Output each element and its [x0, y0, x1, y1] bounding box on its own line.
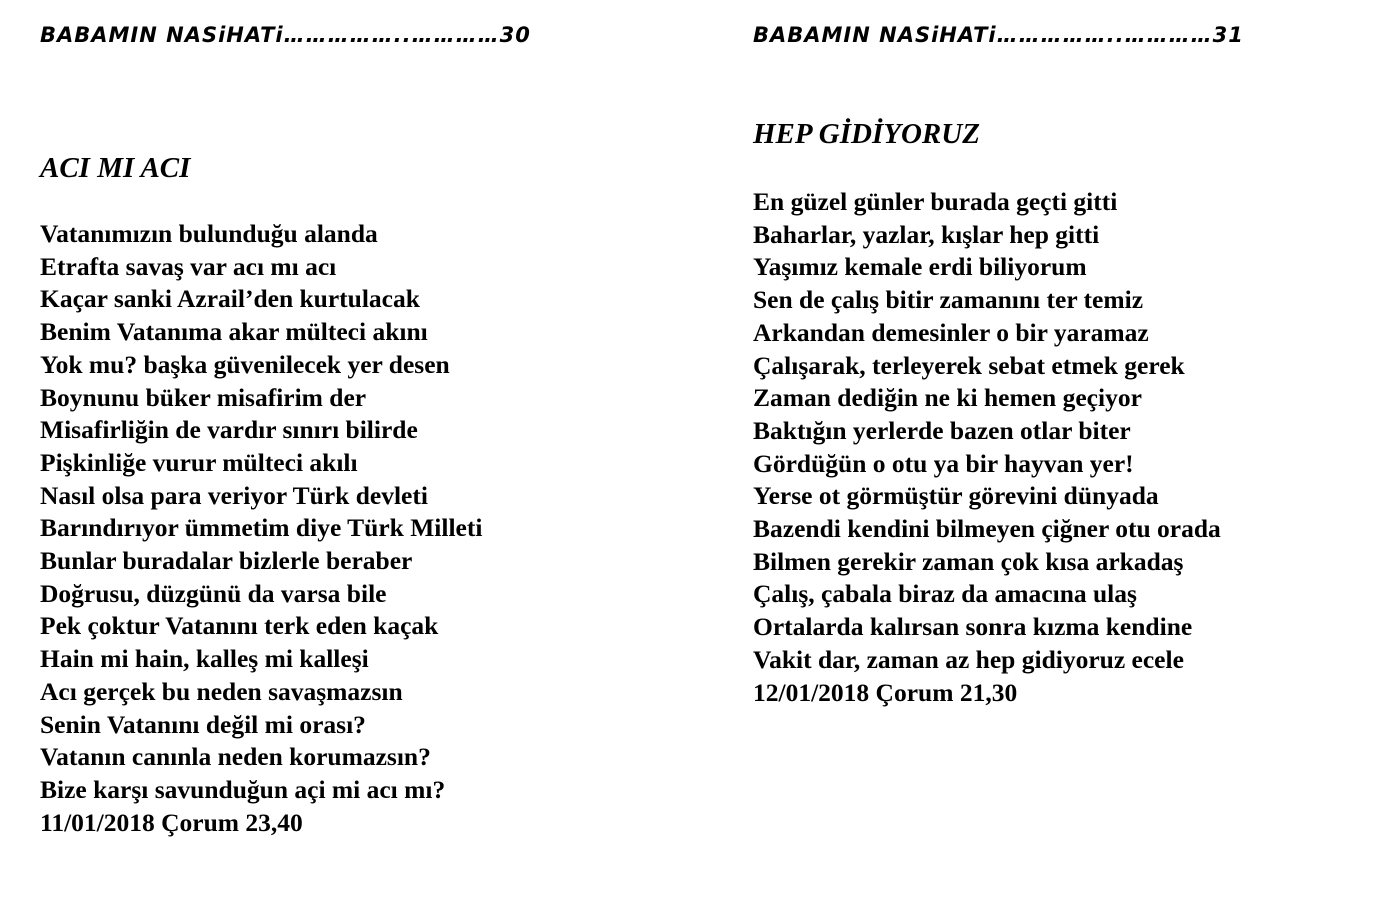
header-leader: ……………..………… — [996, 23, 1213, 47]
poem-line: Vatanın canınla neden korumazsın? — [40, 742, 431, 772]
poem-line: Yerse ot görmüştür görevini dünyada — [753, 481, 1159, 511]
poem-line: Bize karşı savunduğun açi mi acı mı? — [40, 774, 446, 804]
poem-line: Pek çoktur Vatanını terk eden kaçak — [40, 611, 439, 641]
poem-line: Nasıl olsa para veriyor Türk devleti — [40, 480, 428, 510]
poem-line: Benim Vatanıma akar mülteci akını — [40, 317, 428, 347]
book-title: BABAMIN NASiHATi — [753, 23, 997, 47]
right-page — [753, 0, 1384, 902]
poem-line: Misafirliğin de vardır sınırı bilirde — [40, 415, 418, 445]
poem-line: Ortalarda kalırsan sonra kızma kendine — [753, 612, 1193, 642]
poem-date-place: 11/01/2018 Çorum 23,40 — [40, 807, 303, 837]
left-page — [40, 0, 700, 902]
poem-line: Bilmen gerekir zaman çok kısa arkadaş — [753, 546, 1184, 576]
poem-line: Çalış, çabala biraz da amacına ulaş — [753, 579, 1137, 609]
poem-title: ACI MI ACI — [40, 152, 191, 184]
book-title: BABAMIN NASiHATi — [40, 23, 284, 47]
poem-line: Boynunu büker misafirim der — [40, 382, 367, 412]
poem-line: Acı gerçek bu neden savaşmazsın — [40, 676, 403, 706]
running-header — [40, 20, 531, 50]
poem-line: Yok mu? başka güvenilecek yer desen — [40, 349, 450, 379]
poem-line: Kaçar sanki Azrail’den kurtulacak — [40, 284, 420, 314]
poem-line: Barındırıyor ümmetim diye Türk Milleti — [40, 513, 483, 543]
poem-title: HEP GİDİYORUZ — [753, 118, 980, 150]
poem-line: Hain mi hain, kalleş mi kalleşi — [40, 644, 369, 674]
poem-line: Bunlar buradalar bizlerle beraber — [40, 546, 413, 576]
poem-line: Zaman dediğin ne ki hemen geçiyor — [753, 383, 1142, 413]
page-number: 31 — [1212, 23, 1244, 47]
poem-line: Baktığın yerlerde bazen otlar biter — [753, 415, 1131, 445]
poem-line: Sen de çalış bitir zamanını ter temiz — [753, 285, 1144, 315]
running-header — [753, 20, 1244, 50]
poem-line: Arkandan demesinler o bir yaramaz — [753, 317, 1149, 347]
header-leader: ……………..………… — [283, 23, 500, 47]
poem-line: Bazendi kendini bilmeyen çiğner otu orada — [753, 514, 1221, 544]
poem-line: Vatanımızın bulunduğu alanda — [40, 219, 378, 248]
poem-body — [40, 218, 482, 839]
poem-line: En güzel günler burada geçti gitti — [753, 187, 1118, 216]
poem-line: Doğrusu, düzgünü da varsa bile — [40, 578, 387, 608]
poem-line: Çalışarak, terleyerek sebat etmek gerek — [753, 350, 1185, 380]
poem-line: Yaşımız kemale erdi biliyorum — [753, 252, 1087, 282]
page-number: 30 — [499, 23, 531, 47]
poem-line: Vakit dar, zaman az hep gidiyoruz ecele — [753, 644, 1184, 674]
poem-line: Gördüğün o otu ya bir hayvan yer! — [753, 448, 1134, 478]
poem-line: Baharlar, yazlar, kışlar hep gitti — [753, 219, 1100, 249]
poem-line: Pişkinliğe vurur mülteci akılı — [40, 447, 358, 477]
poem-line: Senin Vatanını değil mi orası? — [40, 709, 366, 739]
poem-line: Etrafta savaş var acı mı acı — [40, 251, 337, 281]
poem-body — [753, 186, 1221, 709]
poem-date-place: 12/01/2018 Çorum 21,30 — [753, 677, 1018, 707]
